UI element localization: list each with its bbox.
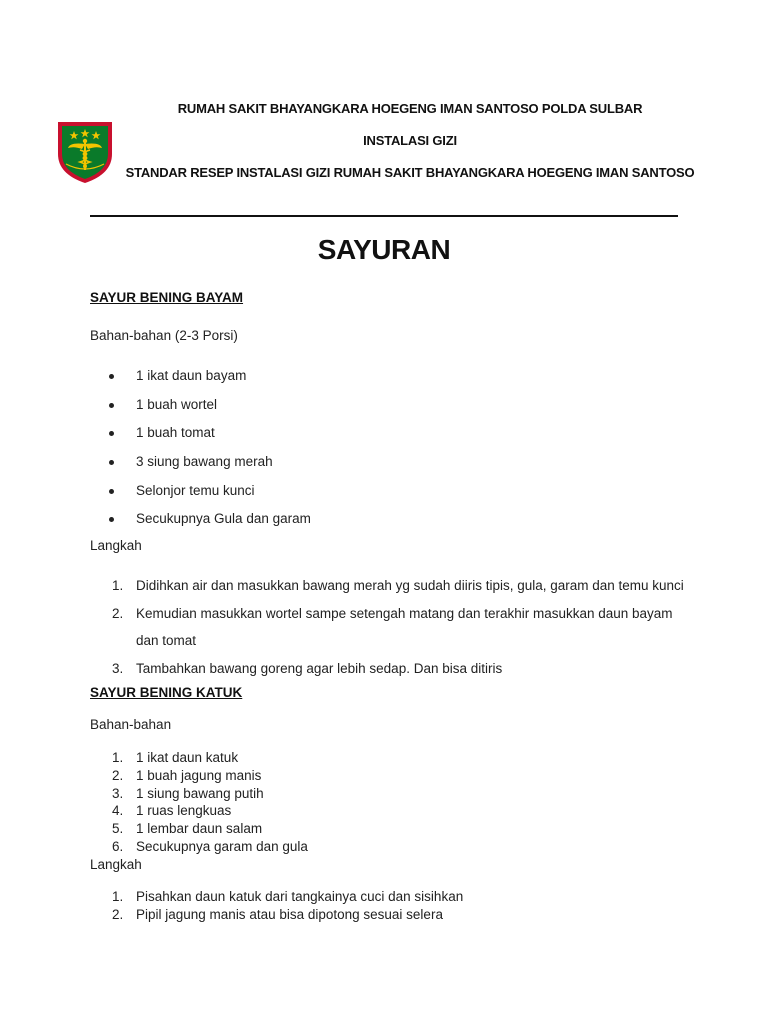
list-item: 3 siung bawang merah: [90, 452, 311, 481]
list-item: 3. Tambahkan bawang goreng agar lebih sedap. Dan bisa ditiris: [112, 660, 503, 676]
list-item: 2. 1 buah jagung manis: [112, 767, 262, 783]
steps-label: Langkah: [90, 538, 142, 553]
ingredient-list: [90, 749, 690, 856]
steps-label: Langkah: [90, 857, 142, 872]
list-item: 1 buah tomat: [90, 423, 311, 452]
document-subtitle: STANDAR RESEP INSTALASI GIZI RUMAH SAKIT BHAYANGKARA HOEGENG IMAN SANTOSO: [125, 165, 695, 180]
step-list: [90, 888, 690, 924]
list-item: 1 buah wortel: [90, 395, 311, 424]
list-item: 2. Kemudian masukkan wortel sampe setengah matang dan terakhir masukkan daun bayam dan tomat: [112, 605, 673, 648]
bullet-icon: [109, 374, 114, 379]
list-item: 4. 1 ruas lengkuas: [112, 803, 232, 819]
header-divider: [90, 215, 678, 217]
bullet-icon: [109, 460, 114, 465]
recipe-title: SAYUR BENING KATUK: [90, 685, 243, 700]
list-item: Selonjor temu kunci: [90, 481, 311, 510]
list-item: 1 ikat daun bayam: [90, 366, 311, 395]
ingredients-label: Bahan-bahan (2-3 Porsi): [90, 328, 238, 343]
list-item: 5. 1 lembar daun salam: [112, 821, 263, 837]
list-item: 2. Pipil jagung manis atau bisa dipotong sesuai selera: [112, 906, 443, 922]
hospital-name: RUMAH SAKIT BHAYANGKARA HOEGENG IMAN SANTOSO POLDA SULBAR: [177, 101, 643, 116]
recipe-title: SAYUR BENING BAYAM: [90, 290, 244, 305]
bullet-icon: [109, 431, 114, 436]
ingredient-list: [90, 366, 311, 538]
list-item: 6. Secukupnya garam dan gula: [112, 838, 308, 854]
ingredients-label: Bahan-bahan: [90, 717, 172, 732]
list-item: Secukupnya Gula dan garam: [90, 509, 311, 538]
list-item: 1. Pisahkan daun katuk dari tangkainya cuci dan sisihkan: [112, 889, 464, 904]
bullet-icon: [109, 489, 114, 494]
list-item: 1. Didihkan air dan masukkan bawang merah yg sudah diiris tipis, gula, garam dan temu kunci: [112, 578, 684, 593]
step-list: [90, 572, 690, 682]
bullet-icon: [109, 403, 114, 408]
unit-name: INSTALASI GIZI: [363, 133, 457, 148]
list-item: 1. 1 ikat daun katuk: [112, 750, 239, 765]
list-item: 3. 1 siung bawang putih: [112, 785, 264, 801]
page-title: SAYURAN: [317, 234, 451, 265]
bullet-icon: [109, 517, 114, 522]
